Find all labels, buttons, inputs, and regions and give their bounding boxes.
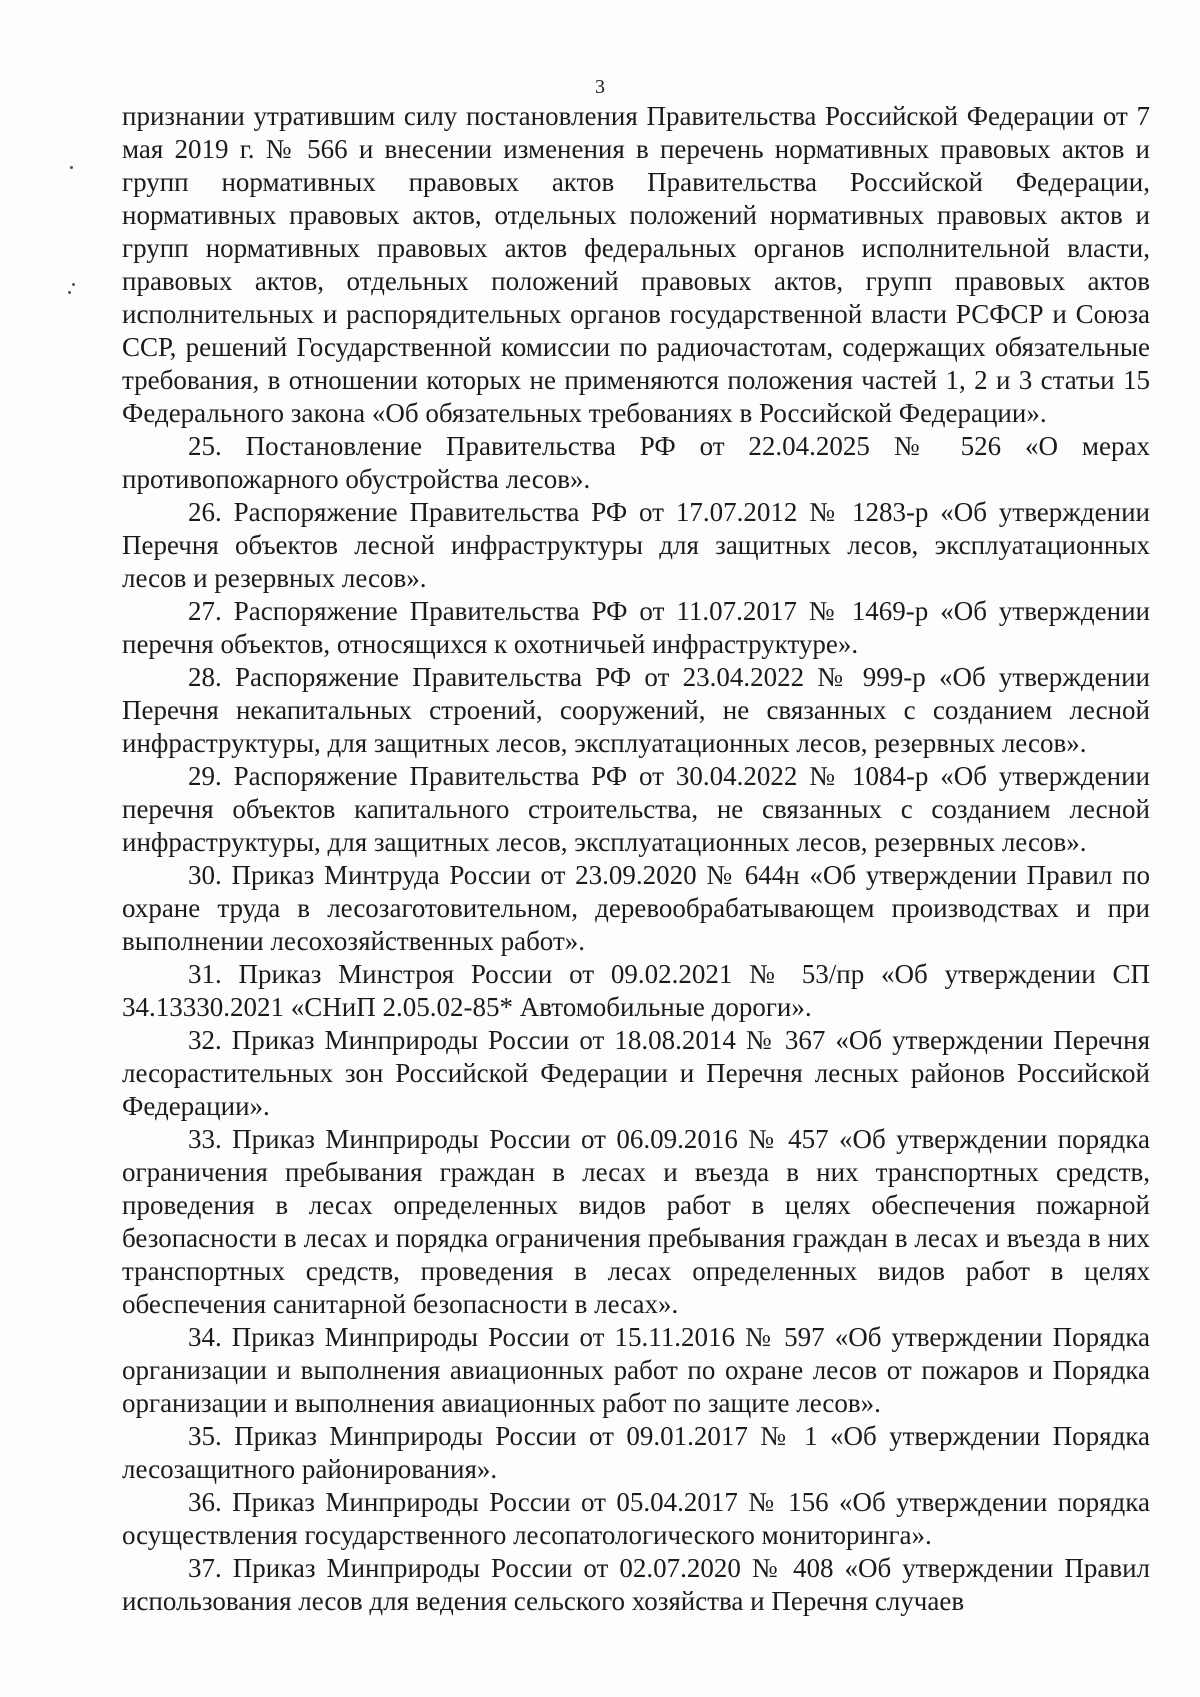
scan-mark [70,166,73,169]
list-item: 37. Приказ Минприроды России от 02.07.2020 № 408 «Об утверждении Правил использования лесов для ведения сельского хозяйства и Перечня случаев [122,1553,1150,1616]
list-item: 36. Приказ Минприроды России от 05.04.2017 № 156 «Об утверждении порядка осуществления государственного лесопатологического мониторинга». [122,1487,1150,1550]
list-item: 32. Приказ Минприроды России от 18.08.2014 № 367 «Об утверждении Перечня лесорастительных зон Российской Федерации и Перечня лесных районов Российской Федерации». [122,1025,1150,1121]
document-body [122,100,1150,1618]
list-item: 31. Приказ Минстроя России от 09.02.2021 № 53/пр «Об утверждении СП 34.13330.2021 «СНиП 2.05.02-85* Автомобильные дороги». [122,959,1150,1022]
paragraph-continuation: признании утратившим силу постановления Правительства Российской Федерации от 7 мая 2019 г. № 566 и внесении изменения в перечень нормативных правовых актов и групп нормативных правовых актов Правительства Российской Федерации, нормативных правовых актов, отдельных положений нормативных правовых актов и групп нормативных правовых актов федеральных органов исполнительной власти, правовых актов, отдельных положений правовых актов, групп правовых актов исполнительных и распорядительных органов государственной власти РСФСР и Союза ССР, решений Государственной комиссии по радиочастотам, содержащих обязательные требования, в отношении которых не применяются положения частей 1, 2 и 3 статьи 15 Федерального закона «Об обязательных требованиях в Российской Федерации». [122,101,1150,428]
list-item: 35. Приказ Минприроды России от 09.01.2017 № 1 «Об утверждении Порядка лесозащитного районирования». [122,1421,1150,1484]
list-item: 34. Приказ Минприроды России от 15.11.2016 № 597 «Об утверждении Порядка организации и выполнения авиационных работ по охране лесов от пожаров и Порядка организации и выполнения авиационных работ по защите лесов». [122,1322,1150,1418]
list-item: 25. Постановление Правительства РФ от 22.04.2025 № 526 «О мерах противопожарного обустройства лесов». [122,431,1150,494]
page-number: 3 [595,76,605,98]
scan-mark [68,291,71,294]
list-item: 33. Приказ Минприроды России от 06.09.2016 № 457 «Об утверждении порядка ограничения пребывания граждан в лесах и въезда в них транспортных средств, проведения в лесах определенных видов работ в целях обеспечения пожарной безопасности в лесах и порядка ограничения пребывания граждан в лесах и въезда в них транспортных средств, проведения в лесах определенных видов работ в целях обеспечения санитарной безопасности в лесах». [122,1124,1150,1319]
scan-mark [72,283,75,286]
list-item: 27. Распоряжение Правительства РФ от 11.07.2017 № 1469-р «Об утверждении перечня объектов, относящихся к охотничьей инфраструктуре». [122,596,1150,659]
list-item: 26. Распоряжение Правительства РФ от 17.07.2012 № 1283-р «Об утверждении Перечня объектов лесной инфраструктуры для защитных лесов, эксплуатационных лесов и резервных лесов». [122,497,1150,593]
list-item: 30. Приказ Минтруда России от 23.09.2020 № 644н «Об утверждении Правил по охране труда в лесозаготовительном, деревообрабатывающем производствах и при выполнении лесохозяйственных работ». [122,860,1150,956]
list-item: 28. Распоряжение Правительства РФ от 23.04.2022 № 999-р «Об утверждении Перечня некапитальных строений, сооружений, не связанных с созданием лесной инфраструктуры, для защитных лесов, эксплуатационных лесов, резервных лесов». [122,662,1150,758]
list-item: 29. Распоряжение Правительства РФ от 30.04.2022 № 1084-р «Об утверждении перечня объектов капитального строительства, не связанных с созданием лесной инфраструктуры, для защитных лесов, эксплуатационных лесов, резервных лесов». [122,761,1150,857]
